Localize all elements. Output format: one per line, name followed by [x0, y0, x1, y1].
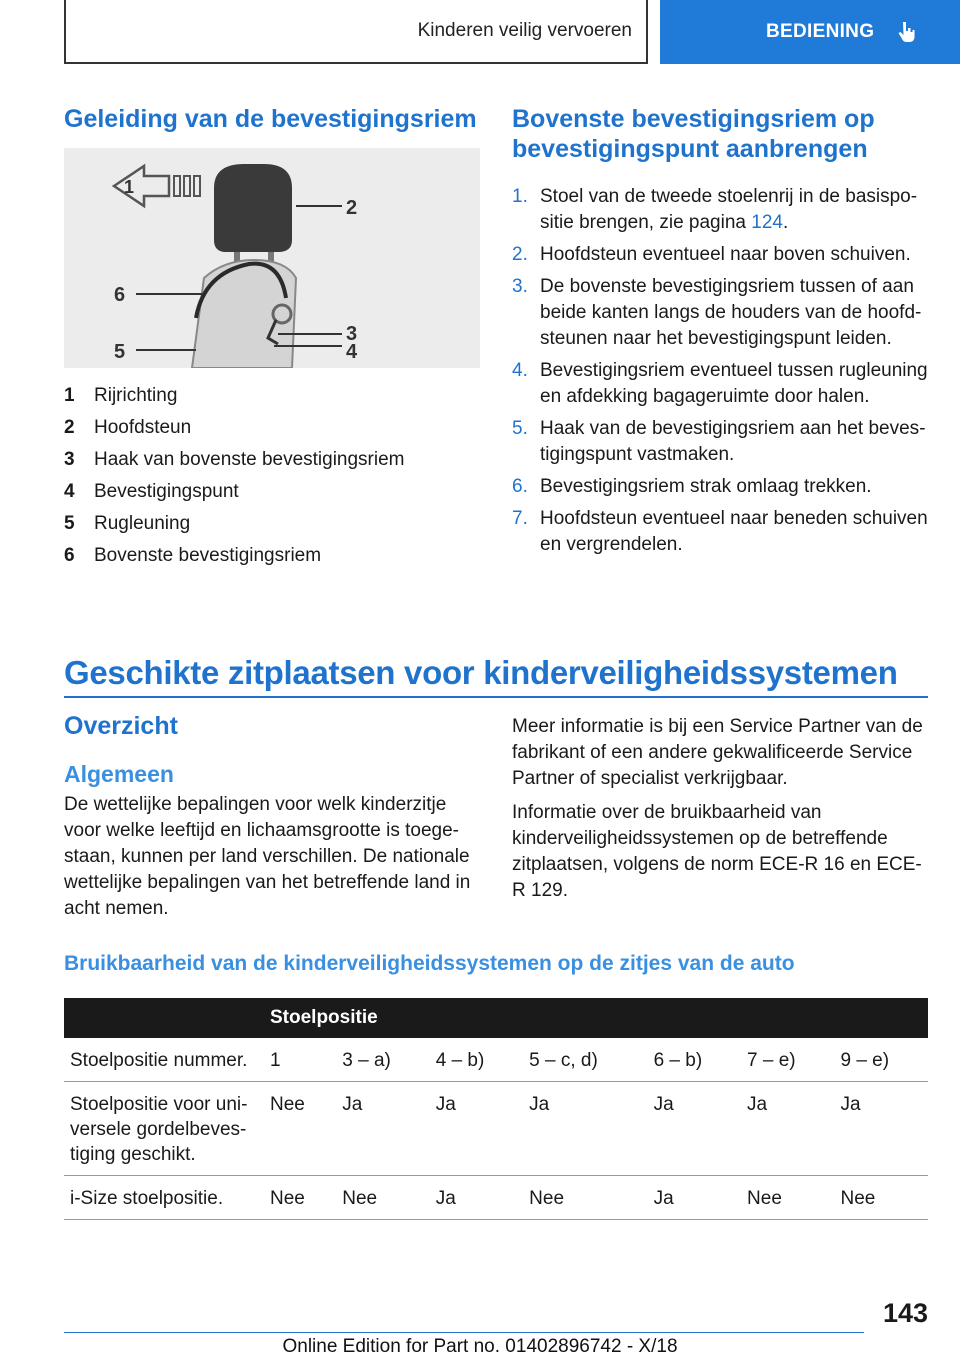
step-text-end: .: [782, 212, 789, 233]
step-text: Hoofdsteun eventueel naar beneden schuiven en vergrendelen.: [540, 508, 928, 555]
table-cell: Ja: [648, 1176, 741, 1220]
table-cell: Ja: [741, 1082, 834, 1176]
page-header: [64, 0, 960, 64]
legend-text: Haak van bovenste bevestigingsriem: [94, 449, 405, 470]
legend-text: Hoofdsteun: [94, 417, 192, 438]
step-text: Bevestigingsriem eventueel tussen rugleuning en afdekking bagageruimte door halen.: [540, 360, 928, 407]
chapter-title: BEDIENING: [766, 21, 875, 42]
norm-paragraph: Informatie over de bruikbaarheid van kinderveiligheidssystemen op de betreffende zitplaatsen, volgens de norm ECE-R 16 en ECE-R 129.: [512, 802, 922, 901]
step-text: De bovenste bevestigingsriem tussen of aan beide kanten langs de houders van de hoofdsteunen naar het bevestigingspunt leiden.: [540, 276, 922, 349]
legend-text: Rijrichting: [94, 385, 178, 406]
figure-label-5: 5: [114, 341, 126, 363]
step-text: Bevestigingsriem strak omlaag trekken.: [540, 476, 872, 497]
figure-label-4: 4: [346, 341, 358, 363]
step-item: [512, 358, 928, 410]
overview-heading: Overzicht: [64, 712, 178, 740]
legend-number: 2: [64, 417, 75, 438]
step-number: 7.: [512, 508, 528, 529]
overview-left: [64, 710, 480, 922]
step-item: [512, 242, 928, 268]
legend-item: [64, 476, 480, 508]
legend-item: [64, 444, 480, 476]
step-item: [512, 506, 928, 558]
step-item: [512, 416, 928, 468]
figure-label-6: 6: [114, 284, 126, 306]
legend-number: 1: [64, 385, 75, 406]
table-cell: 3 – a): [336, 1038, 429, 1082]
overview-right: [512, 710, 928, 904]
right-column: [512, 104, 928, 564]
table-cell: Ja: [336, 1082, 429, 1176]
footer-edition: Online Edition for Part no. 01402896742 - X/18: [282, 1336, 678, 1357]
legend-item: [64, 412, 480, 444]
legend-number: 5: [64, 513, 75, 534]
section-title: Kinderen veilig vervoeren: [64, 0, 648, 64]
legend-item: [64, 380, 480, 412]
row-label: Stoelpositie voor universele gordelbevestiging geschikt.: [64, 1082, 264, 1176]
table-row: [64, 1082, 928, 1176]
table-cell: Ja: [523, 1082, 647, 1176]
table-cell: Nee: [264, 1082, 336, 1176]
table-row: [64, 1038, 928, 1082]
page-link[interactable]: 124: [751, 212, 783, 233]
section-heading-guidance: Geleiding van de bevestigingsriem: [64, 105, 477, 133]
table-cell: Ja: [430, 1082, 523, 1176]
pointing-hand-icon: [894, 20, 918, 44]
step-number: 5.: [512, 418, 528, 439]
chapter-heading: Geschikte zitplaatsen voor kinderveiligheidssystemen: [64, 654, 928, 698]
step-text: Haak van de bevestigingsriem aan het bevestigingspunt vastmaken.: [540, 418, 926, 465]
table-heading: Bruikbaarheid van de kinderveiligheidssystemen op de zitjes van de auto: [64, 952, 795, 975]
legend-number: 4: [64, 481, 75, 502]
seat-illustration: [64, 148, 480, 368]
figure-label-2: 2: [346, 197, 358, 219]
table-header-row: [64, 998, 928, 1038]
legend-number: 6: [64, 545, 75, 566]
row-label: Stoelpositie nummer.: [64, 1038, 264, 1082]
footer-divider: [64, 1332, 864, 1333]
legend-number: 3: [64, 449, 75, 470]
table-header-cell: Stoelpositie: [264, 998, 928, 1038]
section-heading-attach: Bovenste bevestigingsriem op bevestigingspunt aanbrengen: [512, 105, 875, 163]
table-cell: Nee: [834, 1176, 928, 1220]
table-cell: 6 – b): [648, 1038, 741, 1082]
seat-position-table: [64, 998, 928, 1220]
general-heading: Algemeen: [64, 761, 174, 787]
figure-label-3: 3: [346, 323, 358, 345]
table-cell: Nee: [336, 1176, 429, 1220]
general-paragraph: De wettelijke bepalingen voor welk kinderzitje voor welke leeftijd en lichaamsgrootte is toegestaan, kunnen per land verschillen. De nationale wettelijke bepalingen van het betreffende land in acht nemen.: [64, 794, 471, 919]
steps-list: [512, 184, 928, 558]
table-cell: 1: [264, 1038, 336, 1082]
row-label: i-Size stoelpositie.: [64, 1176, 264, 1220]
table-cell: Nee: [264, 1176, 336, 1220]
table-header-empty: [64, 998, 264, 1038]
table-cell: 4 – b): [430, 1038, 523, 1082]
table-cell: 9 – e): [834, 1038, 928, 1082]
table-cell: 5 – c, d): [523, 1038, 647, 1082]
table-cell: 7 – e): [741, 1038, 834, 1082]
left-column: [64, 104, 480, 572]
step-number: 4.: [512, 360, 528, 381]
step-number: 2.: [512, 244, 528, 265]
step-number: 3.: [512, 276, 528, 297]
step-item: [512, 274, 928, 352]
step-number: 6.: [512, 476, 528, 497]
legend-text: Bovenste bevestigingsriem: [94, 545, 322, 566]
figure-label-1: 1: [124, 177, 135, 197]
chapter-tab[interactable]: [660, 0, 960, 64]
table-cell: Ja: [648, 1082, 741, 1176]
table-cell: Nee: [741, 1176, 834, 1220]
legend-text: Rugleuning: [94, 513, 191, 534]
info-paragraph: Meer informatie is bij een Service Partner van de fabrikant of een andere gekwalificeerde Service Partner of specialist verkrijgbaar.: [512, 716, 923, 789]
seat-tether-figure: [64, 148, 480, 368]
step-item: [512, 184, 928, 236]
page-number: 143: [882, 1298, 928, 1328]
figure-legend: [64, 380, 480, 572]
legend-item: [64, 540, 480, 572]
table-cell: Nee: [523, 1176, 647, 1220]
table-cell: Ja: [834, 1082, 928, 1176]
step-text: Hoofdsteun eventueel naar boven schuiven.: [540, 244, 911, 265]
legend-text: Bevestigingspunt: [94, 481, 239, 502]
table-cell: Ja: [430, 1176, 523, 1220]
step-item: [512, 474, 928, 500]
step-text: Stoel van de tweede stoelenrij in de basispositie brengen, zie pagina: [540, 186, 918, 233]
legend-item: [64, 508, 480, 540]
step-number: 1.: [512, 186, 528, 207]
table-row: [64, 1176, 928, 1220]
